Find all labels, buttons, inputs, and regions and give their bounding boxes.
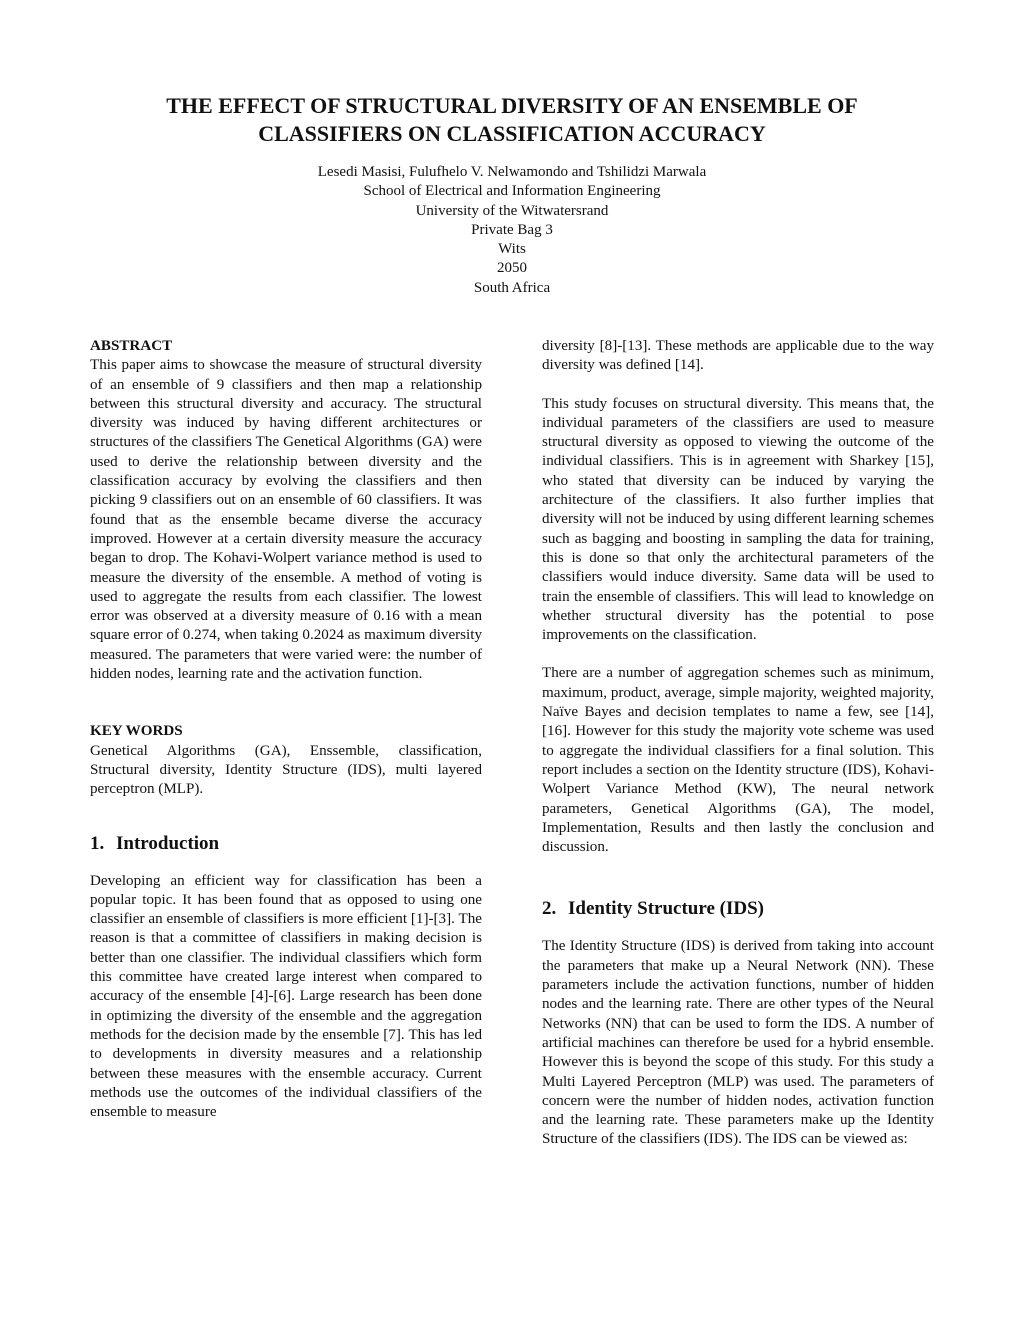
spacer: [542, 376, 934, 395]
section-2-number: 2.: [542, 898, 557, 920]
section-1-heading: [90, 832, 482, 856]
affiliation-line-4: Wits: [498, 241, 526, 258]
title-line-2: CLASSIFIERS ON CLASSIFICATION ACCURACY: [258, 121, 766, 146]
intro-paragraph-2: This study focuses on structural diversity. This means that, the individual parameters of the classifiers are used to measure structural diversity as opposed to viewing the outcome of the individual classifiers. This is in agreement with Sharkey [15], who stated that diversity can be induced by varying the architecture of the classifiers. It also further implies that diversity will not be induced by using different learning schemes such as bagging and boosting in sampling the data for training, this is done so that only the architectural parameters of the classifiers would induce diversity. Same data will be used to train the ensemble of classifiers. This will lead to knowledge on whether structural diversity has the potential to pose improvements on the classification.: [542, 395, 934, 644]
left-column: [90, 337, 482, 1122]
title-line-1: THE EFFECT OF STRUCTURAL DIVERSITY OF AN ENSEMBLE OF: [166, 93, 858, 118]
keywords-text: Genetical Algorithms (GA), Enssemble, classification, Structural diversity, Identity Structure (IDS), multi layered perceptron (MLP).: [90, 742, 482, 798]
affiliation-line-6: South Africa: [473, 279, 551, 296]
author-names: Lesedi Masisi, Fulufhelo V. Nelwamondo and Tshilidzi Marwala: [317, 164, 707, 180]
abstract-text: This paper aims to showcase the measure of structural diversity of an ensemble of 9 classifiers and then map a relationship between this structural diversity and accuracy. The structural diversity was induced by having different architectures or structures of the classifiers The Genetical Algorithms (GA) were used to derive the relationship between diversity and the classification accuracy by evolving the classifiers and then picking 9 classifiers out on an ensemble of 60 classifiers. It was found that as the ensemble became diverse the accuracy improved. However at a certain diversity measure the accuracy began to drop. The Kohavi-Wolpert variance method is used to measure the diversity of the ensemble. A method of voting is used to aggregate the results from each classifier. The lowest error was observed at a diversity measure of 0.16 with a mean square error of 0.274, when taking 0.2024 as maximum diversity measured. The parameters that were varied were: the number of hidden nodes, learning rate and the activation function.: [90, 357, 482, 683]
affiliation-line-5: 2050: [497, 260, 527, 277]
paper-title: [80, 92, 944, 148]
section-1-title: Introduction: [116, 832, 220, 854]
ids-paragraph-1: The Identity Structure (IDS) is derived from taking into account the parameters that make up a Neural Network (NN). These parameters include the activation functions, number of hidden nodes and the learning rate. There are other types of the Neural Networks (NN) that can be used to form the IDS. A number of artificial machines can therefore be used for a hybrid ensemble. However this is beyond the scope of this study. For this study a Multi Layered Perceptron (MLP) was used. The parameters of concern were the number of hidden nodes, activation function and the learning rate. These parameters make up the Identity Structure of the classifiers (IDS). The IDS can be viewed as:: [542, 938, 934, 1148]
affiliation-line-1: School of Electrical and Information Engineering: [363, 183, 661, 200]
section-2-title: Identity Structure (IDS): [568, 898, 764, 920]
right-column: [542, 337, 934, 1150]
affiliation-line-2: University of the Witwatersrand: [415, 202, 609, 219]
section-2-heading: [542, 897, 934, 921]
spacer: [90, 800, 482, 832]
intro-paragraph-3: There are a number of aggregation schemes such as minimum, maximum, product, average, simple majority, weighted majority, Naïve Bayes and decision templates to name a few, see [14], [16]. However for this study the majority vote scheme was used to aggregate the individual classifiers for a final solution. This report includes a section on the Identity structure (IDS), Kohavi-Wolpert Variance Method (KW), The neural network parameters, Genetical Algorithms (GA), The model, Implementation, Results and then lastly the conclusion and discussion.: [542, 665, 934, 856]
author-block: [212, 163, 812, 298]
intro-paragraph-1-continued: diversity [8]-[13]. These methods are applicable due to the way diversity was defined [14].: [542, 338, 934, 374]
abstract-heading: ABSTRACT: [90, 338, 173, 354]
spacer: [542, 645, 934, 664]
affiliation-line-3: Private Bag 3: [471, 221, 553, 238]
keywords-heading: KEY WORDS: [90, 723, 183, 740]
spacer: [542, 921, 934, 937]
spacer: [90, 684, 482, 722]
spacer: [90, 856, 482, 872]
section-1-number: 1.: [90, 832, 105, 854]
intro-paragraph-1: Developing an efficient way for classification has been a popular topic. It has been found that as opposed to using one classifier an ensemble of classifiers is more efficient [1]-[3]. The reason is that a committee of classifiers in making decision is better than one classifier. The individual classifiers which form this committee have created large interest when compared to accuracy of the ensemble [4]-[6]. Large research has been done in optimizing the diversity of the ensemble and the aggregation methods for the decision made by the ensemble [7]. This has led to developments in diversity measures and a relationship between these measures with the ensemble accuracy. Current methods use the outcomes of the individual classifiers of the ensemble to measure: [90, 872, 482, 1121]
spacer: [542, 857, 934, 897]
